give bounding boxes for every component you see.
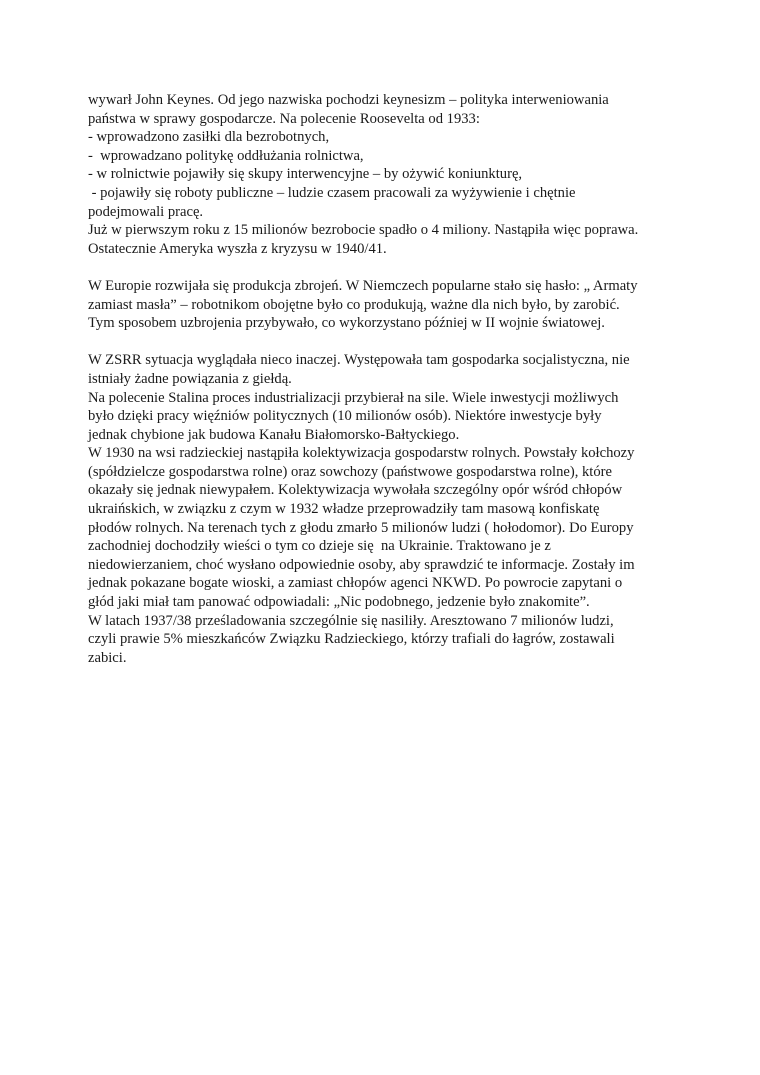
text-line: W 1930 na wsi radzieckiej nastąpiła kolektywizacja gospodarstw rolnych. Powstały kołchozy bbox=[88, 445, 635, 462]
text-line: Ostatecznie Ameryka wyszła z kryzysu w 1940/41. bbox=[88, 240, 387, 257]
paragraph-gap bbox=[88, 333, 688, 352]
text-line: - w rolnictwie pojawiły się skupy interwencyjne – by ożywić koniunkturę, bbox=[88, 166, 523, 183]
text-line: podejmowali pracę. bbox=[88, 203, 204, 220]
paragraph-2 bbox=[88, 277, 688, 333]
text-line: Na polecenie Stalina proces industrializacji przybierał na sile. Wiele inwestycji możliwych bbox=[88, 389, 619, 406]
text-line: zamiast masła” – robotnikom obojętne było co produkują, ważne dla nich było, by zarobić. bbox=[88, 296, 620, 313]
text-line: - pojawiły się roboty publiczne – ludzie czasem pracowali za wyżywienie i chętnie bbox=[88, 184, 576, 201]
text-line: istniały żadne powiązania z giełdą. bbox=[88, 370, 292, 387]
document-body bbox=[88, 91, 688, 667]
text-line: okazały się jednak niewypałem. Kolektywizacja wywołała szczególny opór wśród chłopów bbox=[88, 482, 623, 499]
paragraph-gap bbox=[88, 258, 688, 277]
text-line: (spółdzielcze gospodarstwa rolne) oraz sowchozy (państwowe gospodarstwa rolne), które bbox=[88, 463, 612, 480]
text-line: niedowierzaniem, choć wysłano odpowiednie osoby, aby sprawdzić te informacje. Zostały im bbox=[88, 556, 635, 573]
text-line: państwa w sprawy gospodarcze. Na polecenie Roosevelta od 1933: bbox=[88, 110, 480, 127]
text-line: zabici. bbox=[88, 649, 127, 666]
text-line: było dzięki pracy więźniów politycznych (10 milionów osób). Niektóre inwestycje były bbox=[88, 408, 602, 425]
text-line: płodów rolnych. Na terenach tych z głodu zmarło 5 milionów ludzi ( hołodomor). Do Europy bbox=[88, 519, 634, 536]
text-line: jednak chybione jak budowa Kanału Białomorsko-Bałtyckiego. bbox=[88, 426, 460, 443]
text-line: wywarł John Keynes. Od jego nazwiska pochodzi keynesizm – polityka interweniowania bbox=[88, 92, 609, 108]
text-line: W ZSRR sytuacja wyglądała nieco inaczej. Występowała tam gospodarka socjalistyczna, nie bbox=[88, 352, 630, 369]
text-line: czyli prawie 5% mieszkańców Związku Radzieckiego, którzy trafiali do łagrów, zostawali bbox=[88, 631, 615, 648]
text-line: Już w pierwszym roku z 15 milionów bezrobocie spadło o 4 miliony. Nastąpiła więc poprawa. bbox=[88, 222, 639, 239]
paragraph-1 bbox=[88, 91, 688, 258]
text-line: jednak pokazane bogate wioski, a zamiast chłopów agenci NKWD. Po powrocie zapytani o bbox=[88, 575, 623, 592]
text-line: - wprowadzano politykę oddłużania rolnictwa, bbox=[88, 147, 364, 164]
text-line: W latach 1937/38 prześladowania szczególnie się nasiliły. Aresztowano 7 milionów ludzi, bbox=[88, 612, 614, 629]
text-line: ukraińskich, w związku z czym w 1932 władze przeprowadziły tam masową konfiskatę bbox=[88, 501, 600, 518]
text-line: głód jaki miał tam panować odpowiadali: „Nic podobnego, jedzenie było znakomite”. bbox=[88, 594, 590, 611]
paragraph-3 bbox=[88, 351, 688, 667]
text-line: Tym sposobem uzbrojenia przybywało, co wykorzystano później w II wojnie światowej. bbox=[88, 315, 605, 332]
text-line: W Europie rozwijała się produkcja zbrojeń. W Niemczech popularne stało się hasło: „ Armaty bbox=[88, 277, 638, 294]
text-line: zachodniej dochodziły wieści o tym co dzieje się na Ukrainie. Traktowano je z bbox=[88, 538, 551, 555]
text-line: - wprowadzono zasiłki dla bezrobotnych, bbox=[88, 129, 330, 146]
